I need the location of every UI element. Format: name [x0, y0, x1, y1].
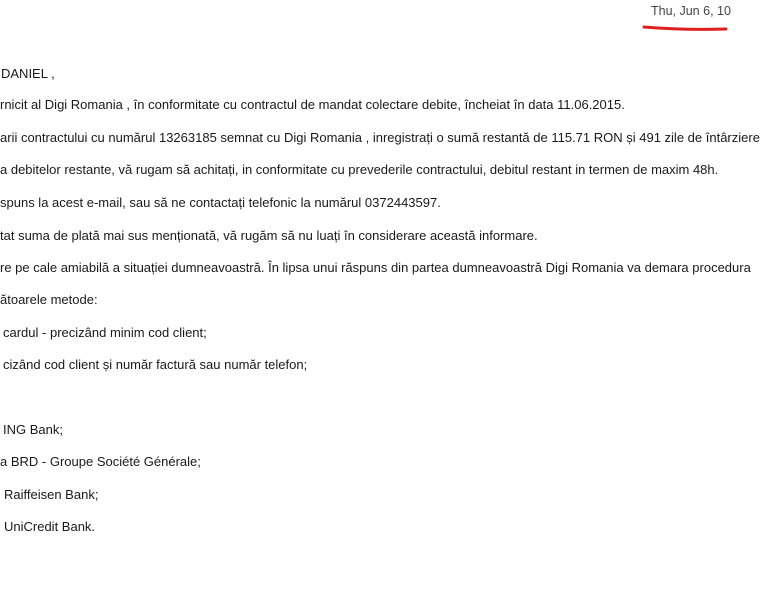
body-line: rnicit al Digi Romania , în conformitate cu contractul de mandat colectare debite, încheiat în data 11.06.2015.: [0, 97, 625, 112]
list-item: Raiffeisen Bank;: [4, 487, 99, 502]
body-line: ătoarele metode:: [0, 292, 98, 307]
body-line: re pe cale amiabilă a situației dumneavoastră. În lipsa unui răspuns din partea dumneavoastră Digi Romania va demara procedura: [0, 260, 751, 275]
list-item: ING Bank;: [3, 422, 63, 437]
body-line: a debitelor restante, vă rugam să achitați, in conformitate cu prevederile contractului, debitul restant in termen de maxim 48h.: [0, 162, 719, 177]
body-line: tat suma de plată mai sus menționată, vă rugăm să nu luați în considerare această informare.: [0, 228, 538, 243]
body-line: arii contractului cu numărul 13263185 semnat cu Digi Romania , inregistrați o sumă restantă de 115.71 RON și 491 zile de întârziere: [0, 130, 760, 145]
list-item: cizând cod client și număr factură sau număr telefon;: [3, 357, 308, 372]
list-item: UniCredit Bank.: [4, 519, 96, 534]
body-line: spuns la acest e-mail, sau să ne contactați telefonic la numărul 0372443597.: [0, 195, 441, 210]
email-date: Thu, Jun 6, 10: [651, 4, 731, 18]
list-item: a BRD - Groupe Société Générale;: [0, 454, 201, 469]
list-item: cardul - precizând minim cod client;: [3, 325, 207, 340]
red-underline-annotation: [638, 17, 728, 39]
greeting-line: DANIEL ,: [1, 66, 55, 81]
